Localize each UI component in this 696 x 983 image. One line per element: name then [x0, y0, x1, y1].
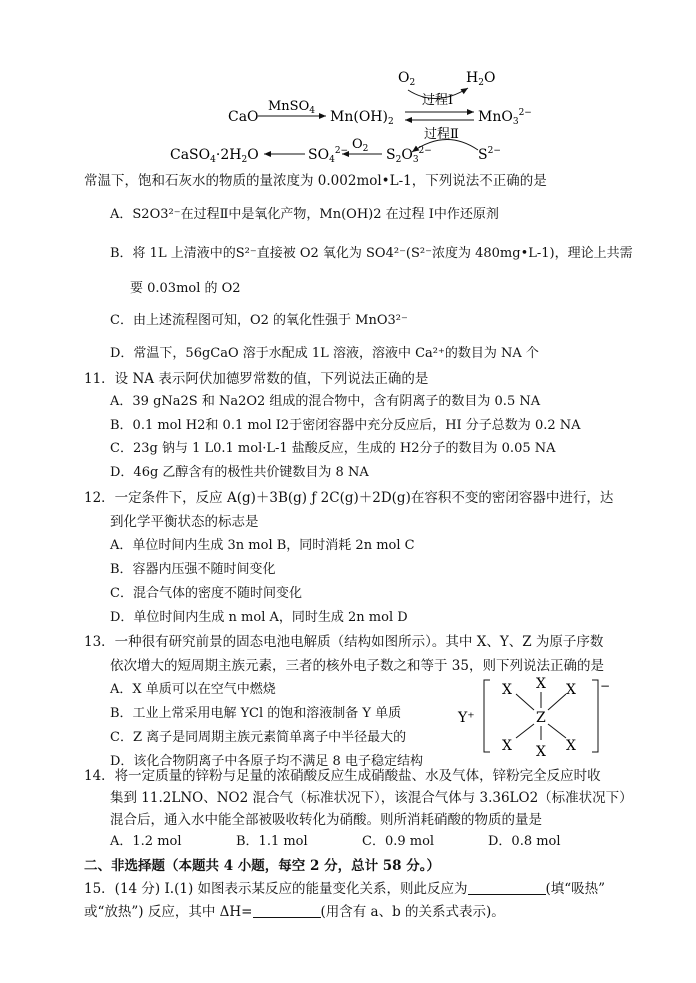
- q11-option-b: B．0.1 mol H2和 0.1 mol I2于密闭容器中充分反应后，HI 分子总数为 0.2 NA: [110, 418, 581, 433]
- flow-o2-top: $O_2$: [398, 70, 416, 88]
- q11-option-c: C．23g 钠与 1 L0.1 mol·L-1 盐酸反应，生成的 H2分子的数目为 0.05 NA: [110, 441, 556, 456]
- anion-structure-figure: [450, 672, 620, 762]
- q14-option-b: B．1.1 mol: [236, 834, 308, 849]
- q12-stem-line1: 12．一定条件下，反应 A(g)＋3B(g) ƒ 2C(g)＋2D(g)在容积不变的密闭容器中进行，达: [84, 490, 614, 506]
- q13-option-a: A．X 单质可以在空气中燃烧: [110, 682, 276, 697]
- q15-line2-tail: (用含有 a、b 的关系式表示)。: [320, 904, 505, 920]
- q11-option-d: D．46g 乙醇含有的极性共价键数目为 8 NA: [110, 465, 369, 480]
- struct-x-bottom: X: [536, 744, 546, 760]
- q14-stem-line2: 集到 11.2LNO、NO2 混合气（标准状况下），该混合气体与 3.36LO2（标准状况下）: [110, 790, 633, 806]
- q10-option-b-line2: 要 0.03mol 的 O2: [130, 281, 241, 296]
- q10-option-c: C．由上述流程图可知，O2 的氧化性强于 MnO3²⁻: [110, 313, 408, 328]
- q12-option-a: A．单位时间内生成 3n mol B，同时消耗 2n mol C: [110, 538, 415, 553]
- process-flow-diagram: [0, 0, 696, 170]
- struct-x-top: X: [536, 676, 546, 692]
- q11-stem: 11．设 NA 表示阿伏加德罗常数的值，下列说法正确的是: [84, 371, 429, 387]
- struct-right-bracket: [592, 680, 598, 752]
- flow-mno3: MnO$_3^{2-}$: [478, 108, 532, 127]
- flow-h2o-top: $H_2O$: [466, 70, 496, 88]
- q12-option-b: B．容器内压强不随时间变化: [110, 562, 276, 577]
- q13-option-d: D．该化合物阴离子中各原子均不满足 8 电子稳定结构: [110, 754, 423, 769]
- section2-title: 二、非选择题（本题共 4 小题，每空 2 分，总计 58 分。）: [84, 858, 441, 874]
- q15-line2-text: 或“放热”) 反应，其中 ΔH=: [84, 904, 253, 920]
- flow-process1-label: 过程Ⅰ: [422, 93, 454, 108]
- struct-z: Z: [536, 710, 546, 726]
- flow-so4: $SO_4^{2-}$: [308, 146, 349, 165]
- struct-left-bracket: [484, 680, 490, 752]
- q15-line1: [84, 880, 605, 898]
- flow-o2-mid: $O_2$: [352, 137, 369, 154]
- flow-s2minus: $S^{2-}$: [478, 146, 501, 163]
- q13-option-c: C．Z 离子是同周期主族元素简单离子中半径最大的: [110, 730, 407, 745]
- struct-x-top-left: X: [502, 682, 512, 698]
- q12-option-d: D．单位时间内生成 n mol A，同时生成 2n mol D: [110, 610, 408, 625]
- struct-x-top-right: X: [566, 682, 576, 698]
- flow-process2-label: 过程Ⅱ: [424, 127, 459, 142]
- q14-stem-line1: 14．将一定质量的锌粉与足量的浓硝酸反应生成硝酸盐、水及气体，锌粉完全反应时收: [84, 768, 601, 784]
- q13-stem-line1: 13．一种很有研究前景的固态电池电解质（结构如图所示）。其中 X、Y、Z 为原子序数: [84, 634, 604, 650]
- q13-stem-line2: 依次增大的短周期主族元素，三者的核外电子数之和等于 35，则下列说法正确的是: [110, 658, 604, 674]
- q14-option-d: D．0.8 mol: [488, 834, 561, 849]
- q15-line1-tail: (填“吸热”: [545, 881, 606, 897]
- flow-caso4: $CaSO_4\cdot 2H_2O$: [170, 147, 259, 165]
- q10-stem: 常温下，饱和石灰水的物质的量浓度为 0.002mol•L-1，下列说法不正确的是: [84, 173, 547, 189]
- q15-line1-text: 15．(14 分) Ⅰ.(1) 如图表示某反应的能量变化关系，则此反应为: [84, 881, 468, 897]
- q14-option-c: C．0.9 mol: [362, 834, 435, 849]
- q14-option-a: A．1.2 mol: [110, 834, 182, 849]
- q10-option-d: D．常温下，56gCaO 溶于水配成 1L 溶液，溶液中 Ca²⁺的数目为 NA 个: [110, 346, 539, 361]
- q10-option-a: A．S2O3²⁻在过程Ⅱ中是氧化产物，Mn(OH)2 在过程 Ⅰ中作还原剂: [110, 207, 499, 222]
- flow-mnoh2: $Mn(OH)_2$: [330, 109, 394, 127]
- q10-option-b-line1: B．将 1L 上清液中的S²⁻直接被 O2 氧化为 SO4²⁻(S²⁻浓度为 480mg•L-1)，理论上共需: [110, 246, 633, 261]
- q15-line2: [84, 903, 505, 921]
- flow-cao: CaO: [228, 109, 259, 125]
- flow-mnso4: MnSO$_4$: [268, 99, 315, 116]
- q12-stem-line2: 到化学平衡状态的标志是: [110, 514, 259, 530]
- q15-blank-2[interactable]: [253, 905, 321, 918]
- q12-option-c: C．混合气体的密度不随时间变化: [110, 586, 302, 601]
- q13-option-b: B．工业上常采用电解 YCl 的饱和溶液制备 Y 单质: [110, 706, 402, 721]
- q14-stem-line3: 混合后，通入水中能全部被吸收转化为硝酸。则所消耗硝酸的物质的量是: [110, 812, 542, 828]
- q11-option-a: A．39 gNa2S 和 Na2O2 组成的混合物中，含有阴离子的数目为 0.5 NA: [110, 394, 541, 409]
- struct-y-plus: Y⁺: [458, 710, 475, 726]
- q15-blank-1[interactable]: [468, 882, 546, 895]
- struct-x-bottom-right: X: [566, 738, 576, 754]
- flow-s2o3: $S_2O_3^{2-}$: [386, 146, 432, 165]
- struct-x-bottom-left: X: [502, 738, 512, 754]
- struct-minus: −: [600, 679, 611, 693]
